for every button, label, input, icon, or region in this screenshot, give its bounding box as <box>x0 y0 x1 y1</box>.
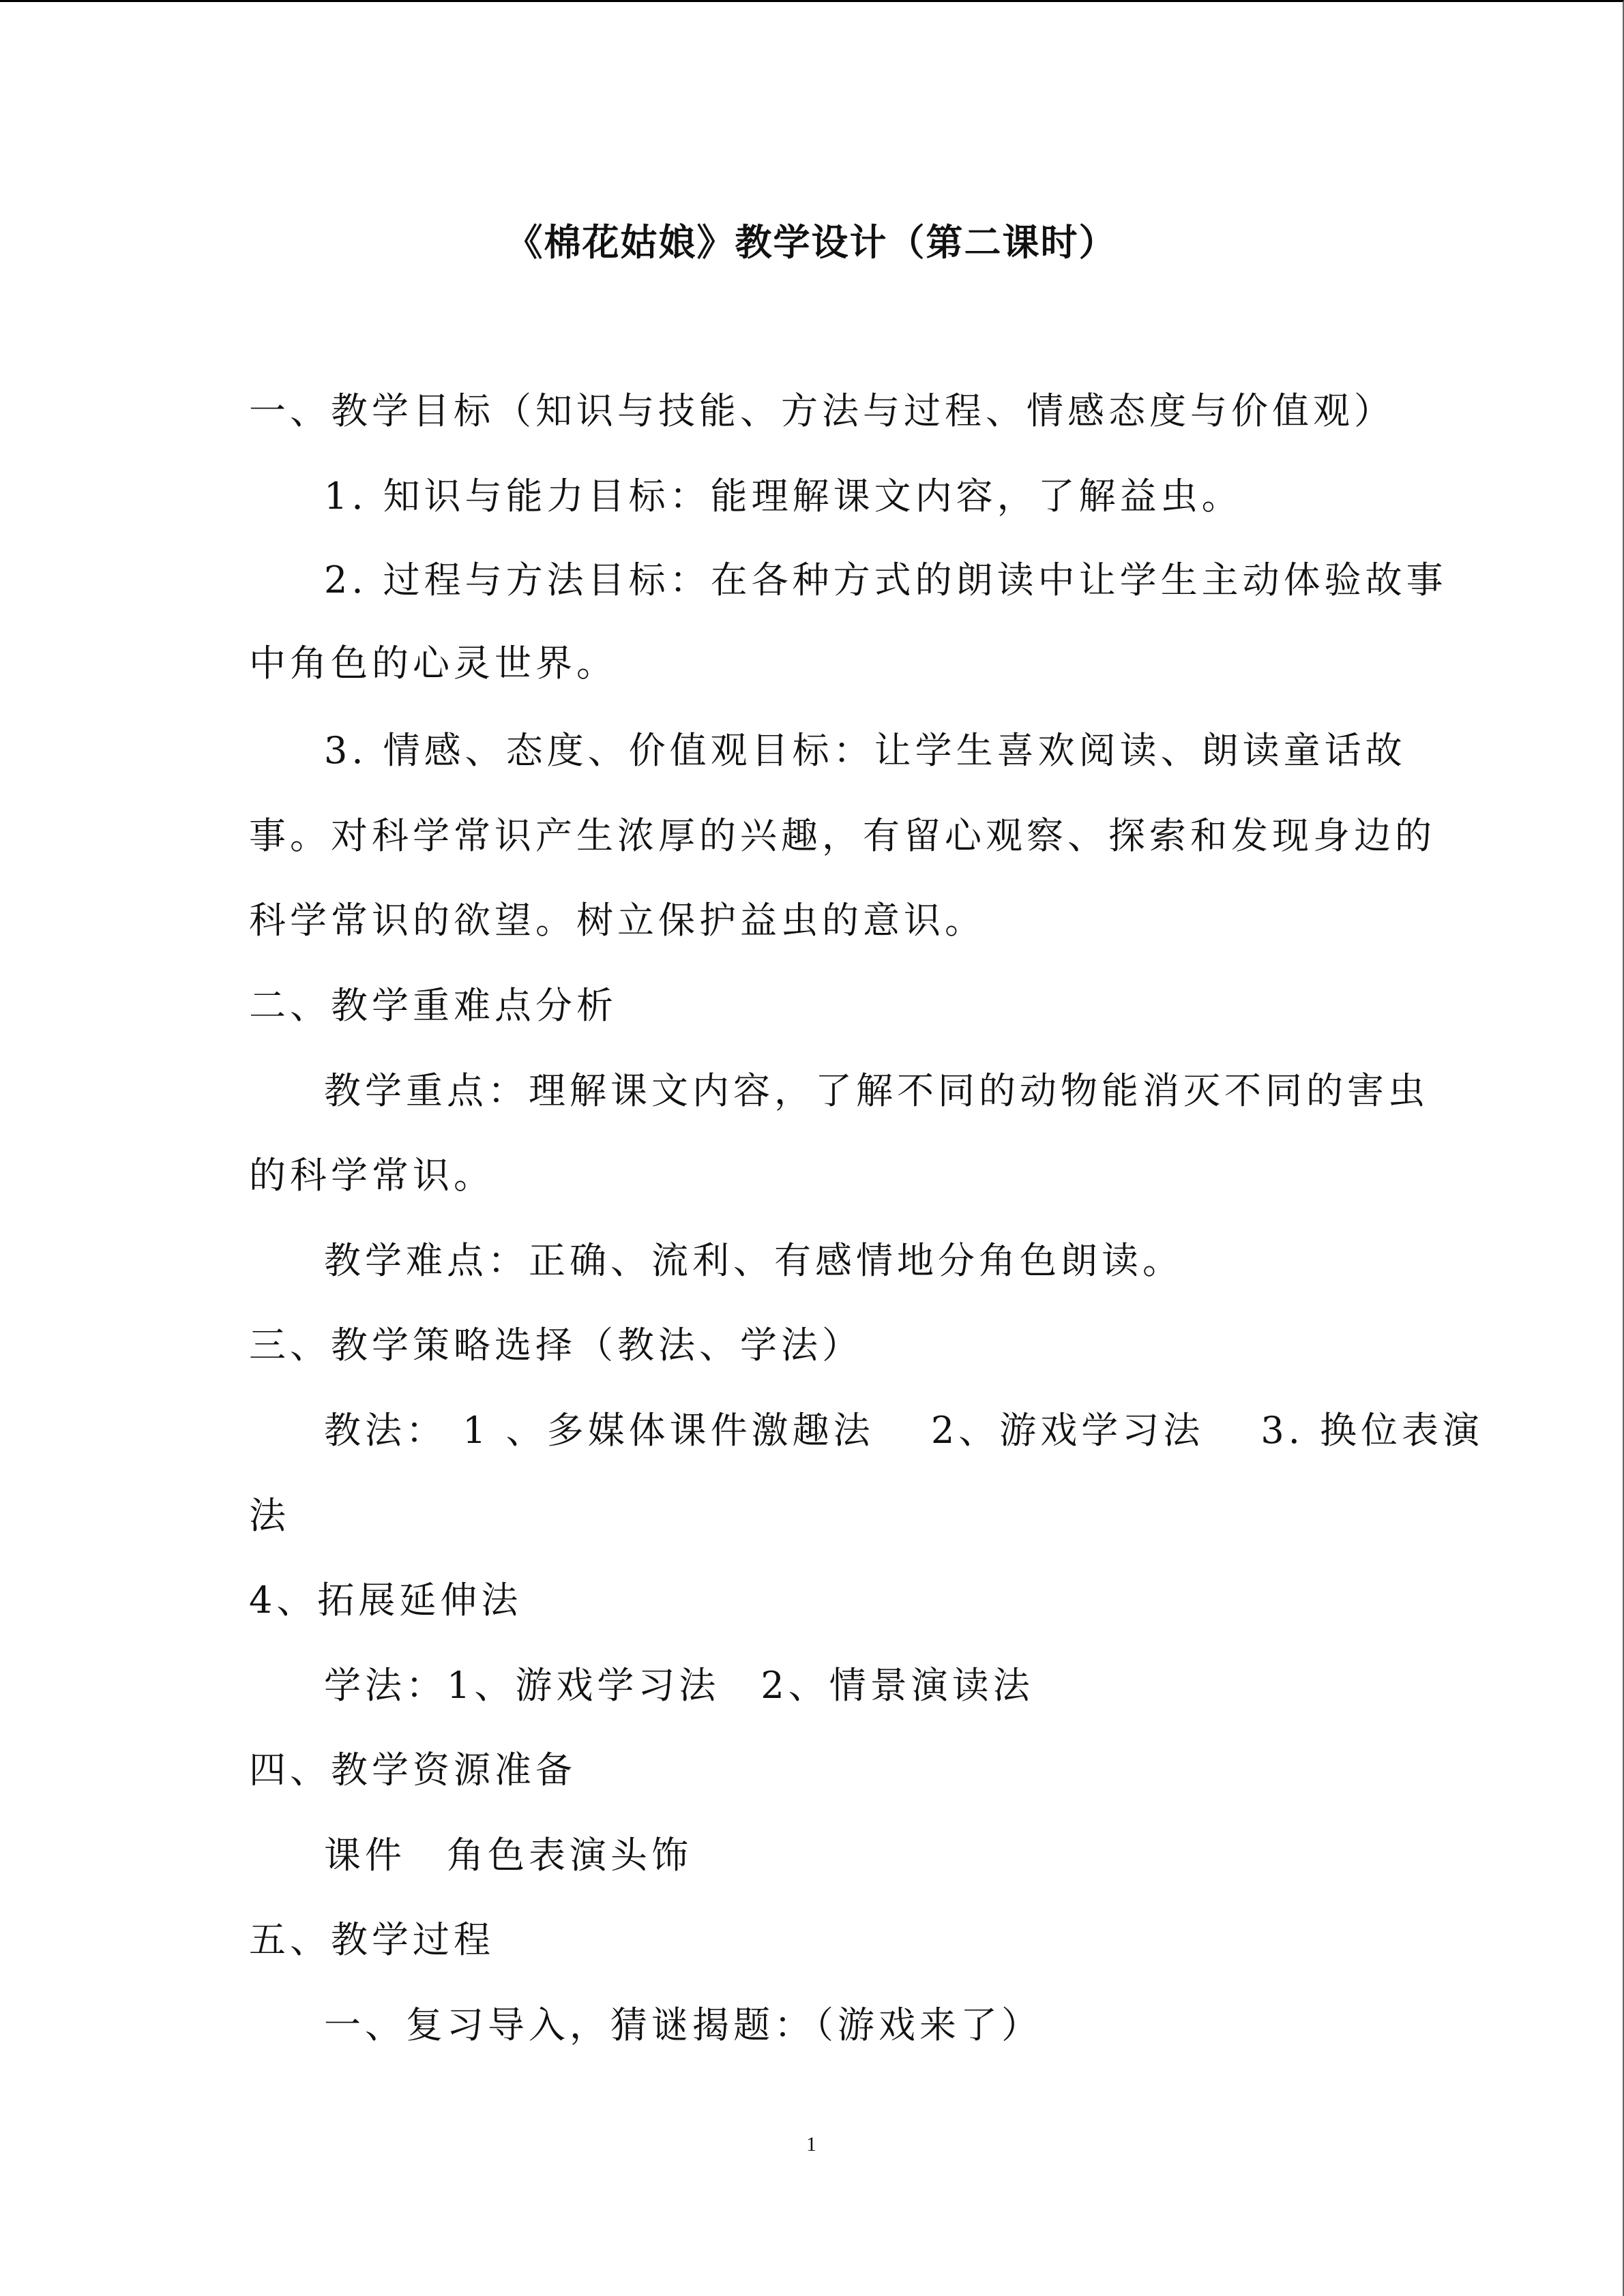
objective-emotion-cont-2: 科学常识的欲望。树立保护益虫的意识。 <box>249 899 986 942</box>
difficult-point: 教学难点：正确、流利、有感情地分角色朗读。 <box>324 1239 1183 1282</box>
learning-methods: 学法：1、游戏学习法 2、情景演读法 <box>324 1664 1034 1707</box>
objective-process-cont: 中角色的心灵世界。 <box>249 642 617 685</box>
objective-process: 2. 过程与方法目标：在各种方式的朗读中让学生主动体验故事 <box>324 558 1447 601</box>
key-point-cont: 的科学常识。 <box>249 1154 494 1197</box>
key-point: 教学重点：理解课文内容，了解不同的动物能消灭不同的害虫 <box>324 1069 1429 1112</box>
objective-knowledge: 1. 知识与能力目标：能理解课文内容，了解益虫。 <box>324 475 1243 518</box>
process-step-1: 一、复习导入，猜谜揭题：（游戏来了） <box>324 2003 1042 2046</box>
objective-emotion-cont-1: 事。对科学常识产生浓厚的兴趣，有留心观察、探索和发现身边的 <box>249 814 1436 857</box>
teaching-methods-cont: 法 <box>249 1494 290 1537</box>
page-number: 1 <box>806 2133 816 2156</box>
section-heading-resources: 四、教学资源准备 <box>249 1748 576 1791</box>
section-heading-process: 五、教学过程 <box>249 1918 494 1961</box>
section-heading-objectives: 一、教学目标（知识与技能、方法与过程、情感态度与价值观） <box>249 389 1395 432</box>
section-heading-key-points: 二、教学重难点分析 <box>249 984 617 1027</box>
extension-method: 4、拓展延伸法 <box>249 1579 522 1622</box>
section-heading-strategy: 三、教学策略选择（教法、学法） <box>249 1324 863 1367</box>
document-title: 《棉花姑娘》教学设计（第二课时） <box>505 221 1117 264</box>
resources-list: 课件 角色表演头饰 <box>324 1834 692 1877</box>
objective-emotion: 3. 情感、态度、价值观目标：让学生喜欢阅读、朗读童话故 <box>324 729 1406 772</box>
teaching-methods: 教法： 1 、多媒体课件激趣法 2、游戏学习法 3. 换位表演 <box>324 1409 1484 1452</box>
